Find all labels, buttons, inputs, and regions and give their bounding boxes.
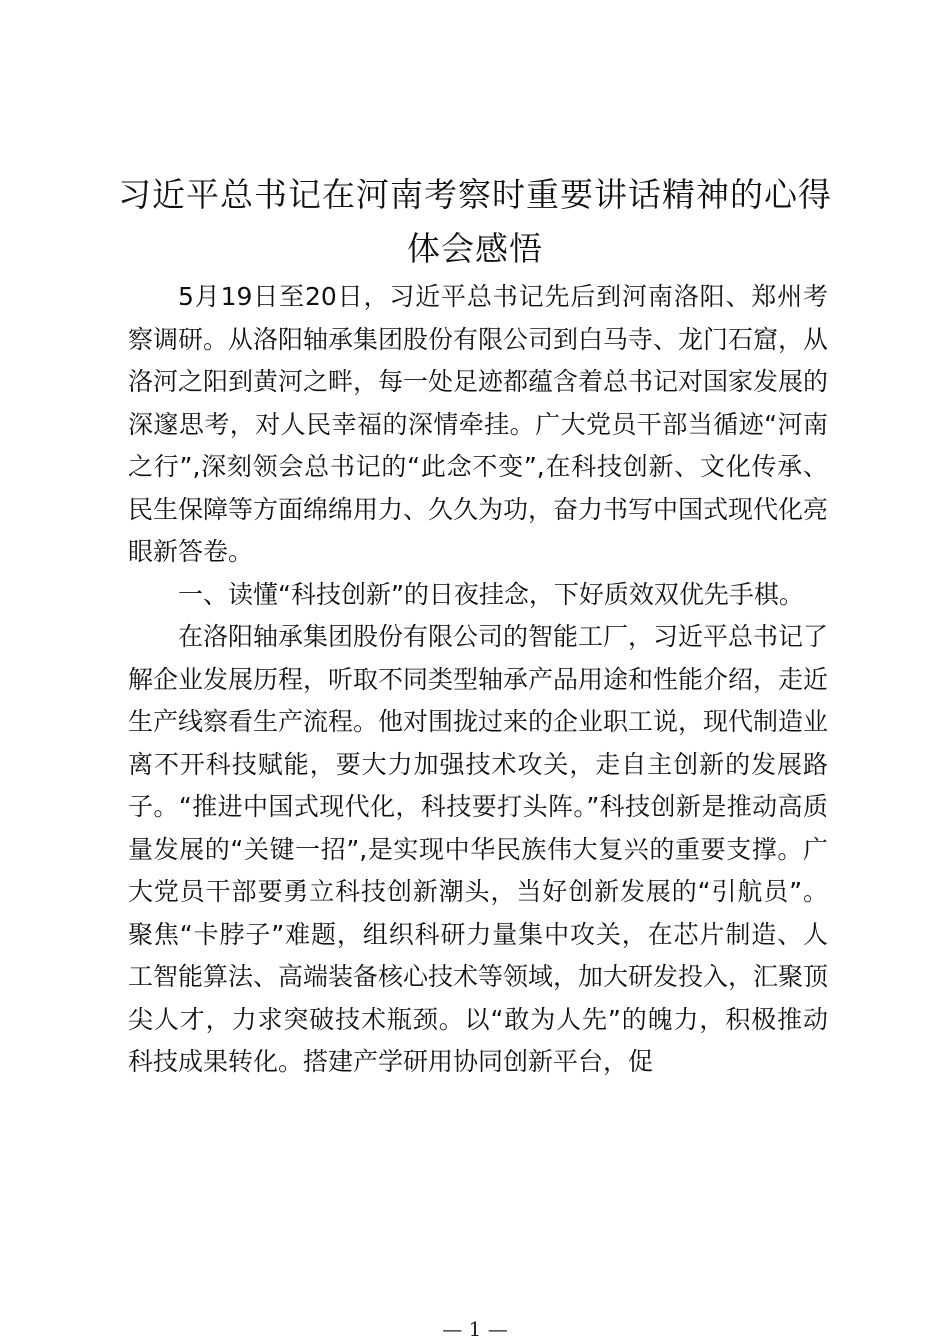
page-number: — 1 — (442, 1317, 508, 1341)
section-heading-1: 一、读懂“科技创新”的日夜挂念，下好质效双优先手棋。 (178, 579, 804, 609)
paragraph-intro: 5月19日至20日，习近平总书记先后到河南洛阳、郑州考察调研。从洛阳轴承集团股份有限公司到白马寺、龙门石窟，从洛河之阳到黄河之畔，每一处足迹都蕴含着总书记对国家发展的深邃思考，对人民幸福的深情牵挂。广大党员干部当循迹“河南之行”,深刻领会总书记的“此念不变”,在科技创新、文化传承、民生保障等方面绵绵用力、久久为功，奋力书写中国式现代化亮眼新答卷。 (128, 282, 829, 566)
paragraph-section-1: 在洛阳轴承集团股份有限公司的智能工厂，习近平总书记了解企业发展历程，听取不同类型轴承产品用途和性能介绍，走近生产线察看生产流程。他对围拢过来的企业职工说，现代制造业离不开科技赋能，要大力加强技术攻关，走自主创新的发展路子。“推进中国式现代化，科技要打头阵。”科技创新是推动高质量发展的“关键一招”,是实现中华民族伟大复兴的重要支撑。广大党员干部要勇立科技创新潮头，当好创新发展的“引航员”。聚焦“卡脖子”难题，组织科研力量集中攻关，在芯片制造、人工智能算法、高端装备核心技术等领域，加大研发投入，汇聚顶尖人才，力求突破技术瓶颈。以“敢为人先”的魄力，积极推动科技成果转化。搭建产学研用协同创新平台，促 (128, 622, 829, 1076)
document-body (128, 276, 828, 1084)
document-title: 习近平总书记在河南考察时重要讲话精神的心得体会感悟 (118, 175, 832, 268)
